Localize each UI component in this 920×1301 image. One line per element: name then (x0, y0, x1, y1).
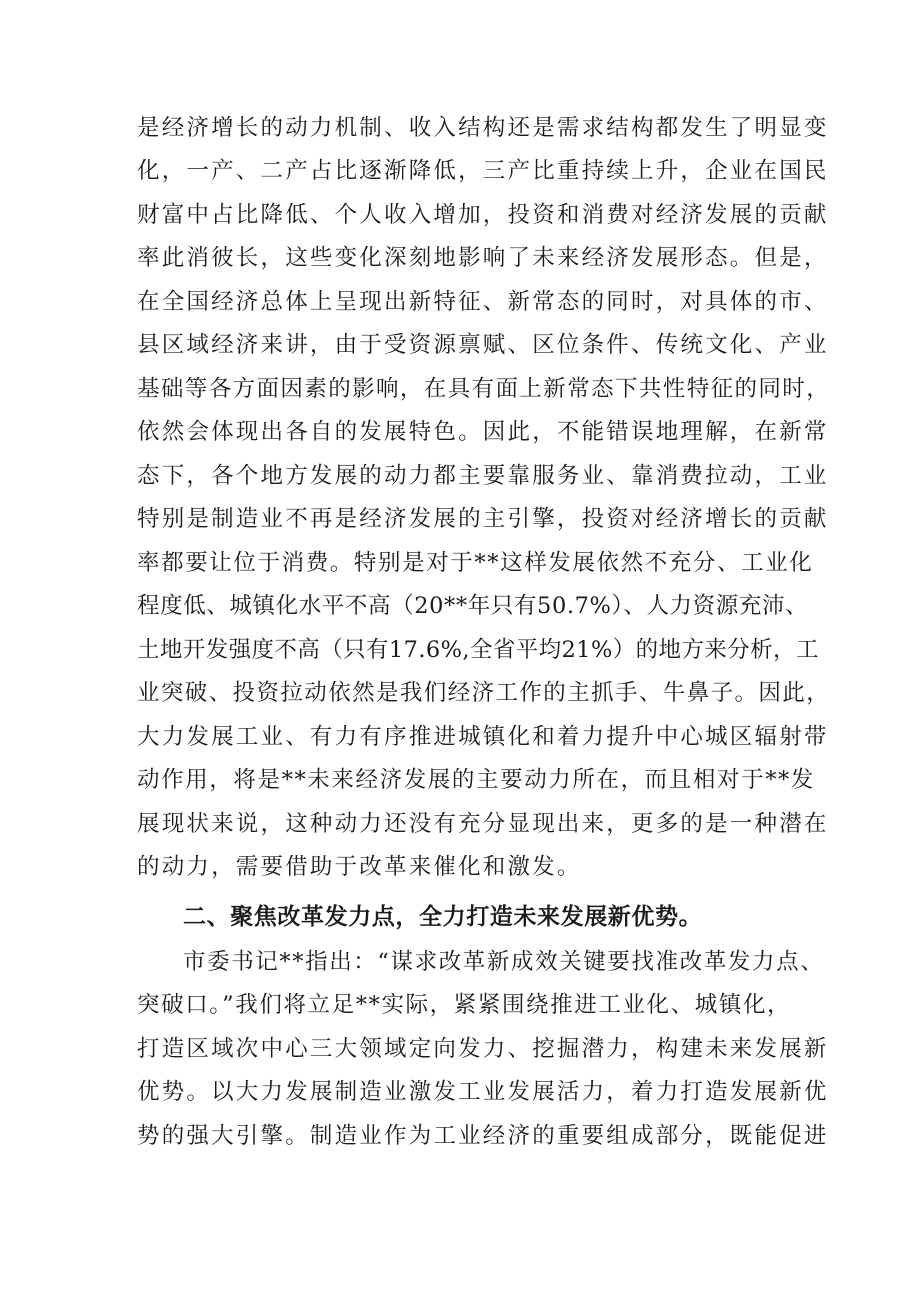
paragraph-line: 程度低、城镇化水平不高（20**年只有50.7%）、人力资源充沛、 (137, 593, 809, 619)
paragraph-line: 势的强大引擎。制造业作为工业经济的重要组成部分，既能促进 (137, 1123, 829, 1149)
paragraph-line: 业突破、投资拉动依然是我们经济工作的主抓手、牛鼻子。因此， (137, 680, 831, 706)
paragraph-line: 化，一产、二产占比逐渐降低，三产比重持续上升，企业在国民 (137, 158, 829, 184)
paragraph-line: 率此消彼长，这些变化深刻地影响了未来经济发展形态。但是， (137, 245, 829, 271)
paragraph-line: 特别是制造业不再是经济发展的主引擎，投资对经济增长的贡献 (137, 506, 829, 532)
paragraph-line: 突破口。”我们将立足**实际，紧紧围绕推进工业化、城镇化， (137, 992, 792, 1018)
paragraph-line: 土地开发强度不高（只有17.6%,全省平均21%）的地方来分析，工 (137, 637, 819, 663)
paragraph-line: 动作用，将是**未来经济发展的主要动力所在，而且相对于**发 (137, 767, 816, 793)
paragraph-line: 展现状来说，这种动力还没有充分显现出来，更多的是一种潜在 (137, 811, 829, 837)
paragraph-line: 是经济增长的动力机制、收入结构还是需求结构都发生了明显变 (137, 115, 829, 141)
paragraph-line: 基础等各方面因素的影响，在具有面上新常态下共性特征的同时， (137, 376, 831, 402)
paragraph-line: 态下，各个地方发展的动力都主要靠服务业、靠消费拉动，工业 (137, 463, 829, 489)
paragraph-line: 县区域经济来讲，由于受资源禀赋、区位条件、传统文化、产业 (137, 332, 829, 358)
paragraph-line: 依然会体现出各自的发展特色。因此，不能错误地理解，在新常 (137, 419, 829, 445)
paragraph-line: 打造区域次中心三大领域定向发力、挖掘潜力，构建未来发展新 (137, 1036, 829, 1062)
paragraph-line: 市委书记**指出：“谋求改革新成效关键要找准改革发力点、 (183, 949, 825, 975)
paragraph-line: 的动力，需要借助于改革来催化和激发。 (137, 854, 582, 880)
paragraph-line: 大力发展工业、有力有序推进城镇化和着力提升中心城区辐射带 (137, 724, 829, 750)
paragraph-line: 财富中占比降低、个人收入增加，投资和消费对经济发展的贡献 (137, 202, 829, 228)
paragraph-line: 在全国经济总体上呈现出新特征、新常态的同时，对具体的市、 (137, 289, 829, 315)
paragraph-line: 优势。以大力发展制造业激发工业发展活力，着力打造发展新优 (137, 1079, 829, 1105)
paragraph-line: 率都要让位于消费。特别是对于**这样发展依然不充分、工业化 (137, 550, 814, 576)
section-heading: 二、聚焦改革发力点，全力打造未来发展新优势。 (183, 904, 703, 930)
